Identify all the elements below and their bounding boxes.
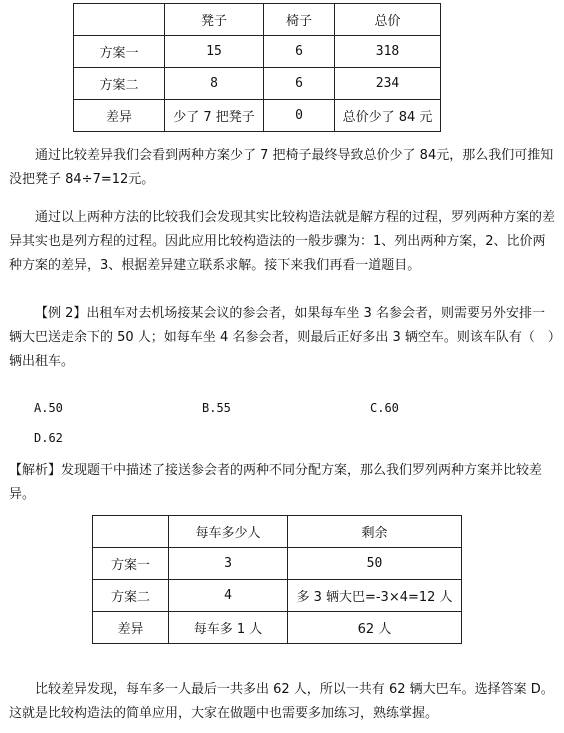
table-cell: 3 xyxy=(169,548,288,580)
table-cell: 凳子 xyxy=(165,4,264,36)
example-question: 【例 2】出租车对去机场接某会议的参会者，如果每车坐 3 名参会者，则需要另外安排一辆大巴送走余下的 50 人；如每车坐 4 名参会者，则最后正好多出 3 辆空车。则该车队有（ ）辆出租车。 xyxy=(9,306,555,369)
table-cell: 6 xyxy=(264,36,335,68)
paragraph-2: 通过以上两种方法的比较我们会发现其实比较构造法就是解方程的过程，罗列两种方案的差异其实也是列方程的过程。因此应用比较构造法的一般步骤为：1、列出两种方案，2、比价两种方案的差异，3、根据差异建立联系求解。接下来我们再看一道题目。 xyxy=(9,210,556,273)
table-cell: 方案一 xyxy=(74,36,165,68)
table-header-row xyxy=(93,516,462,548)
option-a: A.50 xyxy=(34,401,63,415)
table-cell: 50 xyxy=(288,548,462,580)
table-cell xyxy=(93,516,169,548)
table-cell: 15 xyxy=(165,36,264,68)
table-cell: 318 xyxy=(335,36,441,68)
comparison-table-1 xyxy=(73,3,441,132)
table-cell: 每车多 1 人 xyxy=(169,612,288,644)
table-row xyxy=(93,580,462,612)
table-cell: 每车多少人 xyxy=(169,516,288,548)
table-cell: 6 xyxy=(264,68,335,100)
table-cell: 0 xyxy=(264,100,335,132)
table-cell: 方案一 xyxy=(93,548,169,580)
table-row xyxy=(93,612,462,644)
option-d: D.62 xyxy=(34,431,63,445)
analysis-paragraph: 【解析】发现题干中描述了接送参会者的两种不同分配方案，那么我们罗列两种方案并比较差异。 xyxy=(9,463,543,502)
table-cell: 62 人 xyxy=(288,612,462,644)
table-cell: 方案二 xyxy=(93,580,169,612)
option-b: B.55 xyxy=(202,401,231,415)
table-cell: 234 xyxy=(335,68,441,100)
table-header-row xyxy=(74,4,441,36)
table-cell: 8 xyxy=(165,68,264,100)
table-row xyxy=(74,100,441,132)
comparison-table-2 xyxy=(92,515,462,644)
table-cell: 剩余 xyxy=(288,516,462,548)
table-cell: 总价 xyxy=(335,4,441,36)
option-c: C.60 xyxy=(370,401,399,415)
table-row xyxy=(74,68,441,100)
table-cell: 少了 7 把凳子 xyxy=(165,100,264,132)
table-row xyxy=(93,548,462,580)
paragraph-3: 比较差异发现，每车多一人最后一共多出 62 人，所以一共有 62 辆大巴车。选择答案 D。这就是比较构造法的简单应用，大家在做题中也需要多加练习，熟练掌握。 xyxy=(9,682,554,721)
table-row xyxy=(74,36,441,68)
table-cell: 总价少了 84 元 xyxy=(335,100,441,132)
table-cell: 差异 xyxy=(74,100,165,132)
table-cell: 方案二 xyxy=(74,68,165,100)
table-cell: 4 xyxy=(169,580,288,612)
table-cell xyxy=(74,4,165,36)
table-cell: 多 3 辆大巴=-3×4=12 人 xyxy=(288,580,462,612)
paragraph-1: 通过比较差异我们会看到两种方案少了 7 把椅子最终导致总价少了 84元，那么我们可推知没把凳子 84÷7=12元。 xyxy=(9,148,554,187)
table-cell: 椅子 xyxy=(264,4,335,36)
table-cell: 差异 xyxy=(93,612,169,644)
